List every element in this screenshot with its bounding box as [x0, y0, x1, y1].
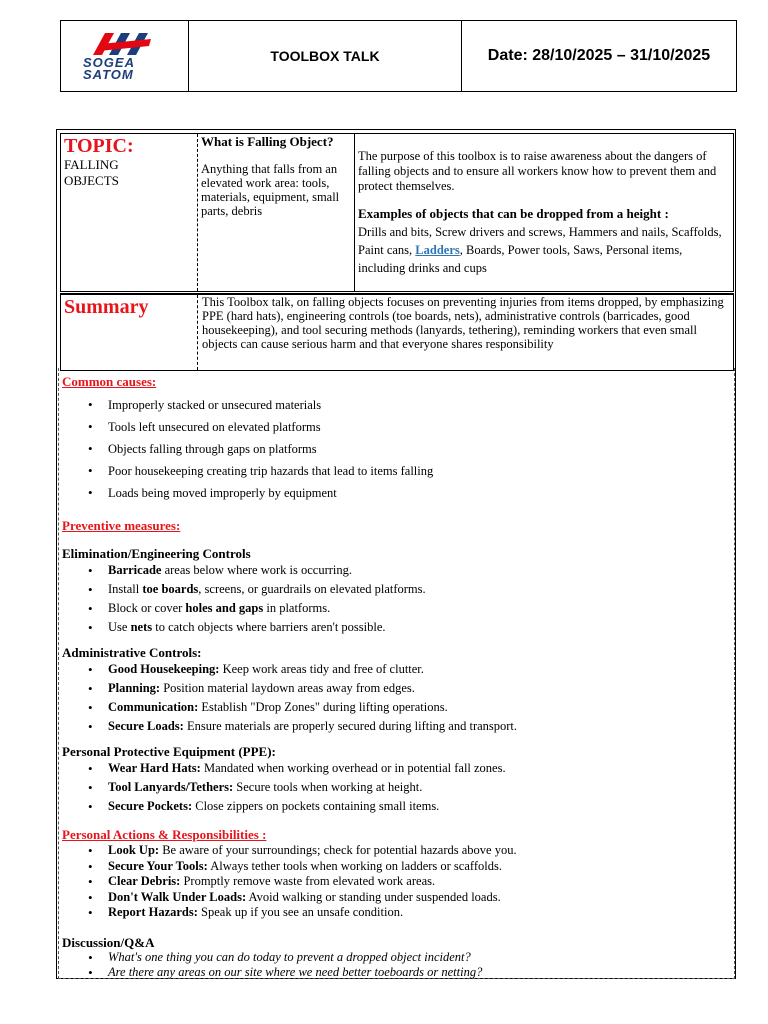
administrative-heading: Administrative Controls: — [62, 645, 202, 660]
item-text: Ensure materials are properly secured during lifting and transport. — [183, 719, 518, 733]
examples-text-2: , Boards, Power tools, Saws, Personal items, including drinks and cups — [358, 243, 683, 275]
list-item — [62, 618, 734, 637]
item-text: Speak up if you see an unsafe condition. — [197, 905, 404, 919]
item-bold: toe boards — [142, 582, 199, 596]
topic-value — [64, 157, 194, 189]
list-item: • What's one thing you can do today to prevent a dropped object incident? — [62, 950, 734, 966]
list-item — [62, 599, 734, 618]
item-text: areas below where work is occurring. — [161, 563, 353, 577]
list-item — [62, 580, 734, 599]
item-text: to catch objects where barriers aren't possible. — [152, 620, 386, 634]
doc-title: TOOLBOX TALK — [189, 21, 462, 91]
logo-line1: SOGEA — [83, 55, 135, 70]
examples-body — [358, 223, 731, 277]
summary-row — [60, 293, 734, 371]
list-item: • Loads being moved improperly by equipment — [62, 482, 734, 504]
item-text: Use — [108, 620, 131, 634]
item-bold: Barricade — [108, 563, 162, 577]
examples-heading: Examples of objects that can be dropped from a height : — [358, 206, 669, 221]
list-item — [62, 778, 734, 797]
list-item — [62, 561, 734, 580]
item-text: Install — [108, 582, 143, 596]
item-bold: Clear Debris: — [108, 874, 181, 888]
list-item: • Improperly stacked or unsecured materials — [62, 394, 734, 416]
item-bold: Wear Hard Hats: — [108, 761, 201, 775]
topic-cell — [61, 134, 198, 291]
item-bold: Secure Loads: — [108, 719, 184, 733]
summary-body: This Toolbox talk, on falling objects focuses on preventing injuries from items dropped, by emphasizing PPE (hard hats), engineering controls (toe boards, nets), administrative controls (barricades, good housekeeping), and tool securing methods (lanyards, tethering), reminding workers that even small objects can cause serious harm and that everyone shares responsibility — [202, 295, 724, 351]
elimination-list — [62, 561, 734, 637]
dashed-border-left — [58, 368, 59, 979]
sogea-satom-logo-icon — [87, 29, 163, 57]
definition-body: Anything that falls from an elevated work area: tools, materials, equipment, small parts, debris — [201, 162, 340, 218]
item-text: Keep work areas tidy and free of clutter. — [219, 662, 424, 676]
ppe-heading: Personal Protective Equipment (PPE): — [62, 744, 276, 759]
item-bold: Secure Your Tools: — [108, 858, 208, 873]
logo-cell — [61, 21, 189, 91]
administrative-list — [62, 660, 734, 736]
list-item — [62, 797, 734, 816]
summary-label-cell — [61, 295, 198, 370]
topic-row — [60, 133, 734, 292]
list-item: • Objects falling through gaps on platforms — [62, 438, 734, 460]
item-bold: Tool Lanyards/Tethers: — [108, 780, 234, 794]
purpose-text: The purpose of this toolbox is to raise awareness about the dangers of falling objects and to ensure all workers know how to prevent them and protect themselves. — [358, 149, 717, 193]
document-header — [60, 20, 737, 92]
logo-text — [83, 57, 167, 81]
item-bold: Good Housekeeping: — [108, 662, 220, 676]
list-item: • Poor housekeeping creating trip hazards that lead to items falling — [62, 460, 734, 482]
personal-actions-list — [62, 843, 734, 921]
common-causes-list — [62, 394, 734, 504]
discussion-list — [62, 950, 734, 981]
examples-text-1: Drills and bits, Screw drivers and screws, Hammers and nails, Scaffolds, Paint cans, — [358, 225, 722, 257]
definition-heading: What is Falling Object? — [201, 134, 334, 149]
item-text: Promptly remove waste from elevated work areas. — [180, 874, 436, 888]
list-item — [62, 759, 734, 778]
logo-line2: SATOM — [83, 67, 134, 82]
definition-cell — [198, 134, 355, 291]
item-text: Close zippers on pockets containing small items. — [192, 799, 440, 813]
item-text: Mandated when working overhead or in potential fall zones. — [200, 761, 506, 775]
list-item — [62, 843, 734, 859]
item-bold: Secure Pockets: — [108, 799, 193, 813]
doc-date: Date: 28/10/2025 – 31/10/2025 — [487, 47, 711, 64]
item-bold: Report Hazards: — [108, 905, 198, 919]
item-bold: Planning: — [108, 681, 161, 695]
preventive-heading: Preventive measures: — [62, 518, 181, 533]
dashed-border-right — [734, 368, 735, 979]
item-text: Secure tools when working at height. — [233, 780, 423, 794]
item-bold: nets — [130, 620, 153, 634]
list-item — [62, 905, 734, 921]
body-content — [62, 374, 734, 981]
list-item — [62, 890, 734, 906]
item-text: Block or cover — [108, 601, 186, 615]
list-item — [62, 859, 734, 875]
ppe-list — [62, 759, 734, 816]
list-item — [62, 717, 734, 736]
topic-value-line2: OBJECTS — [64, 173, 119, 188]
discussion-heading: Discussion/Q&A — [62, 934, 155, 950]
list-item: • Tools left unsecured on elevated platforms — [62, 416, 734, 438]
dashed-border-bottom — [58, 978, 735, 979]
summary-label: Summary — [64, 296, 149, 318]
item-text: Position material laydown areas away from edges. — [160, 681, 415, 695]
list-item — [62, 679, 734, 698]
item-text: , screens, or guardrails on elevated platforms. — [198, 582, 426, 596]
topic-value-line1: FALLING — [64, 157, 119, 172]
ladders-link[interactable]: Ladders — [415, 243, 460, 257]
main-table — [56, 129, 736, 979]
list-item: • Are there any areas on our site where we need better toeboards or netting? — [62, 965, 734, 981]
list-item — [62, 874, 734, 890]
personal-actions-heading: Personal Actions & Responsibilities : — [62, 827, 267, 842]
item-bold: Look Up: — [108, 843, 160, 857]
item-text: Be aware of your surroundings; check for potential hazards above you. — [159, 843, 517, 857]
list-item — [62, 698, 734, 717]
item-text: Avoid walking or standing under suspended loads. — [246, 889, 501, 904]
item-text: Always tether tools when working on ladders or scaffolds. — [207, 858, 502, 873]
item-text: in platforms. — [263, 601, 331, 615]
item-bold: holes and gaps — [185, 601, 264, 615]
item-bold: Communication: — [108, 700, 199, 714]
list-item — [62, 660, 734, 679]
elimination-heading: Elimination/Engineering Controls — [62, 546, 251, 561]
topic-label: TOPIC: — [64, 135, 134, 157]
common-causes-heading: Common causes: — [62, 374, 157, 389]
item-bold: Don't Walk Under Loads: — [108, 889, 247, 904]
item-text: Establish "Drop Zones" during lifting operations. — [198, 700, 448, 714]
purpose-cell — [355, 134, 733, 291]
